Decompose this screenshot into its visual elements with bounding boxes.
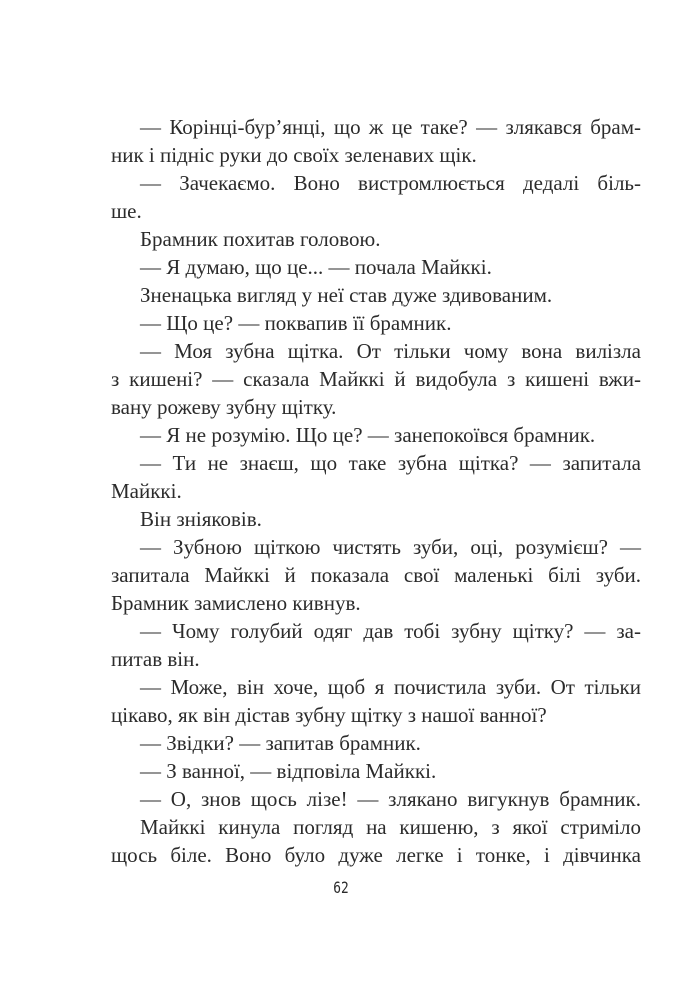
text-line: Брамник замислено кивнув. (111, 591, 361, 615)
text-line: ше. (111, 199, 142, 223)
text-line: — Корінці-бур’янці, що ж це таке? — злякався брам- (140, 115, 641, 139)
body-text (111, 113, 641, 869)
text-line: — Може, він хоче, щоб я почистила зуби. От тільки (140, 675, 641, 699)
text-line: — Звідки? — запитав брамник. (140, 731, 421, 755)
text-line: — Я не розумію. Що це? — занепокоївся брамник. (140, 423, 596, 447)
text-line: Майккі кинула погляд на кишеню, з якої стриміло (140, 815, 641, 839)
text-line: запитала Майккі й показала свої маленькі білі зуби. (111, 563, 641, 587)
text-line: щось біле. Воно було дуже легке і тонке, і дівчинка (111, 843, 641, 867)
text-line: Зненацька вигляд у неї став дуже здивованим. (140, 283, 553, 307)
text-line: — Ти не знаєш, що таке зубна щітка? — запитала (140, 451, 641, 475)
text-line: цікаво, як він дістав зубну щітку з нашої ванної? (111, 703, 547, 727)
text-line: ник і підніс руки до своїх зеленавих щік. (111, 143, 477, 167)
text-line: — Моя зубна щітка. От тільки чому вона вилізла (140, 339, 641, 363)
text-line: — Що це? — поквапив її брамник. (140, 311, 452, 335)
text-line: — О, знов щось лізе! — злякано вигукнув брамник. (140, 787, 641, 811)
text-line: — Я думаю, що це... — почала Майккі. (140, 255, 492, 279)
text-line: — Зачекаємо. Воно вистромлюється дедалі біль- (140, 171, 641, 195)
page-number: 62 (333, 878, 349, 897)
text-line: з кишені? — сказала Майккі й видобула з кишені вжи- (111, 367, 641, 391)
text-line: — Зубною щіткою чистять зуби, оці, розумієш? — (140, 535, 641, 559)
text-line: Брамник похитав головою. (140, 227, 381, 251)
text-line: вану рожеву зубну щітку. (111, 395, 337, 419)
text-line: — З ванної, — відповіла Майккі. (140, 759, 437, 783)
text-line: Майккі. (111, 479, 182, 503)
text-line: питав він. (111, 647, 200, 671)
text-line: Він зніяковів. (140, 507, 262, 531)
text-line: — Чому голубий одяг дав тобі зубну щітку? — за- (140, 619, 641, 643)
